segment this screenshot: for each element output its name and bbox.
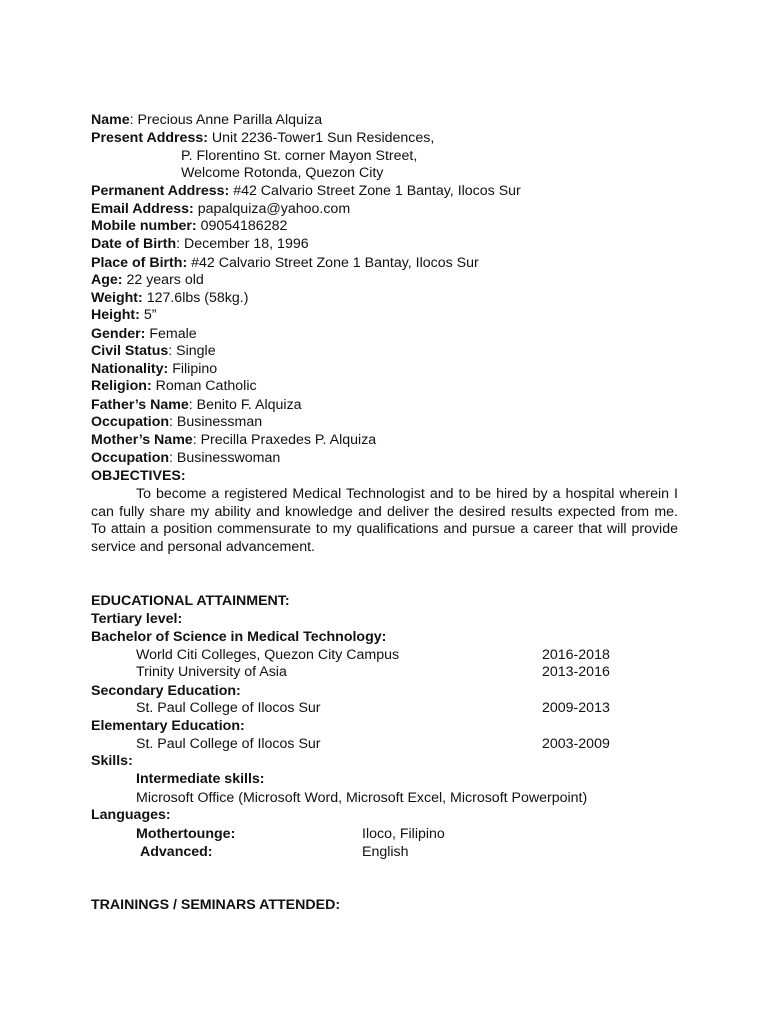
- civil-status-value: : Single: [168, 343, 216, 359]
- permanent-address-value: #42 Calvario Street Zone 1 Bantay, Ilocos Sur: [229, 183, 521, 199]
- advanced-label: Advanced:: [140, 844, 213, 860]
- mobile-label: Mobile number:: [91, 218, 197, 234]
- email-label: Email Address:: [91, 201, 194, 217]
- height-value: 5”: [139, 307, 157, 323]
- secondary-label: Secondary Education:: [91, 683, 241, 699]
- weight-row: [91, 289, 248, 307]
- permanent-address-row: [91, 182, 521, 200]
- father-occupation-row: [91, 413, 262, 431]
- secondary-school: St. Paul College of Ilocos Sur: [136, 700, 321, 716]
- pob-value: #42 Calvario Street Zone 1 Bantay, Ilocos Sur: [187, 255, 479, 271]
- height-row: [91, 306, 156, 324]
- nationality-label: Nationality:: [91, 361, 169, 377]
- age-value: 22 years old: [122, 272, 204, 288]
- email-row: [91, 200, 350, 218]
- pob-label: Place of Birth:: [91, 255, 188, 271]
- mother-name-label: Mother’s Name: [91, 432, 193, 448]
- weight-value: 127.6lbs (58kg.): [142, 290, 249, 306]
- name-label: Name: [91, 112, 130, 128]
- civil-status-label: Civil Status: [91, 343, 169, 359]
- dob-label: Date of Birth: [91, 236, 177, 252]
- gender-row: [91, 325, 197, 343]
- mobile-value: 09054186282: [196, 218, 288, 234]
- skills-heading: Skills:: [91, 753, 133, 769]
- advanced-value: English: [362, 844, 409, 860]
- dob-row: [91, 235, 309, 253]
- present-address-line2: P. Florentino St. corner Mayon Street,: [181, 148, 418, 164]
- name-row: [91, 111, 322, 129]
- mother-occupation-row: [91, 449, 280, 467]
- mothertongue-value: Iloco, Filipino: [362, 826, 445, 842]
- gender-value: Female: [145, 326, 197, 342]
- father-name-row: [91, 396, 302, 414]
- present-address-row: [91, 129, 434, 147]
- intermediate-skills-label: Intermediate skills:: [136, 771, 265, 787]
- father-name-value: : Benito F. Alquiza: [188, 397, 302, 413]
- mother-name-row: [91, 431, 376, 449]
- mobile-row: [91, 217, 287, 235]
- tertiary-years: 2013-2016: [542, 664, 610, 680]
- education-heading: EDUCATIONAL ATTAINMENT:: [91, 593, 290, 609]
- name-value: : Precious Anne Parilla Alquiza: [129, 112, 323, 128]
- elementary-school: St. Paul College of Ilocos Sur: [136, 736, 321, 752]
- tertiary-years: 2016-2018: [542, 647, 610, 663]
- intermediate-skills-value: Microsoft Office (Microsoft Word, Microsoft Excel, Microsoft Powerpoint): [136, 790, 588, 806]
- age-row: [91, 271, 204, 289]
- religion-row: [91, 377, 257, 395]
- mother-name-value: : Precilla Praxedes P. Alquiza: [192, 432, 377, 448]
- degree-label: Bachelor of Science in Medical Technology:: [91, 629, 387, 645]
- height-label: Height:: [91, 307, 140, 323]
- trainings-heading: TRAININGS / SEMINARS ATTENDED:: [91, 897, 341, 913]
- objectives-text: To become a registered Medical Technologist and to be hired by a hospital wherein I can fully share my ability and knowledge and deliver the desired results expected from me. To attain a position commensurate to my qualifications and pursue a career that will provide service and personal advancement.: [91, 486, 678, 556]
- religion-value: Roman Catholic: [151, 378, 257, 394]
- gender-label: Gender:: [91, 326, 146, 342]
- father-occupation-value: : Businessman: [169, 414, 263, 430]
- languages-heading: Languages:: [91, 807, 171, 823]
- nationality-row: [91, 360, 217, 378]
- elementary-label: Elementary Education:: [91, 718, 245, 734]
- weight-label: Weight:: [91, 290, 143, 306]
- mother-occupation-label: Occupation: [91, 450, 170, 466]
- present-address-label: Present Address:: [91, 130, 208, 146]
- objectives-heading: OBJECTIVES:: [91, 468, 186, 484]
- present-address-line3: Welcome Rotonda, Quezon City: [181, 165, 384, 181]
- permanent-address-label: Permanent Address:: [91, 183, 230, 199]
- present-address-line1: Unit 2236-Tower1 Sun Residences,: [207, 130, 435, 146]
- secondary-years: 2009-2013: [542, 700, 610, 716]
- tertiary-school: World Citi Colleges, Quezon City Campus: [136, 647, 400, 663]
- pob-row: [91, 254, 479, 272]
- father-name-label: Father’s Name: [91, 397, 189, 413]
- mothertongue-label: Mothertounge:: [136, 826, 236, 842]
- civil-status-row: [91, 342, 216, 360]
- dob-value: : December 18, 1996: [176, 236, 309, 252]
- religion-label: Religion:: [91, 378, 152, 394]
- email-value: papalquiza@yahoo.com: [193, 201, 351, 217]
- nationality-value: Filipino: [168, 361, 218, 377]
- tertiary-school: Trinity University of Asia: [136, 664, 287, 680]
- elementary-years: 2003-2009: [542, 736, 610, 752]
- tertiary-label: Tertiary level:: [91, 611, 183, 627]
- age-label: Age:: [91, 272, 123, 288]
- father-occupation-label: Occupation: [91, 414, 170, 430]
- mother-occupation-value: : Businesswoman: [169, 450, 281, 466]
